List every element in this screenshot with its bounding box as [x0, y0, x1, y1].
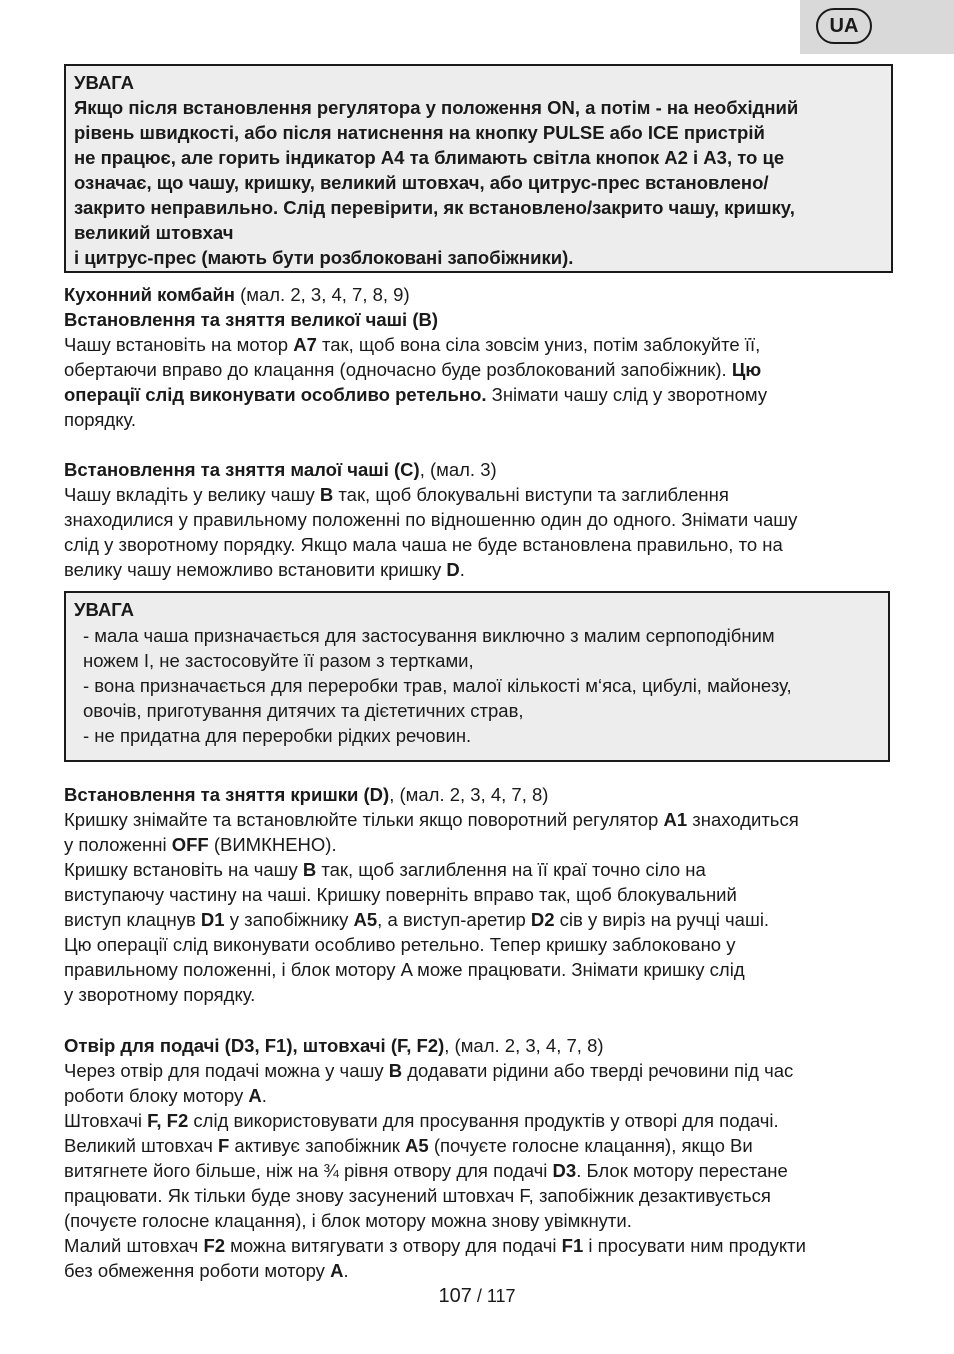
section-title: Кухонний комбайн — [64, 284, 235, 305]
paragraph-line: роботи блоку мотору A. — [64, 1085, 267, 1106]
paragraph-line: (почуєте голосне клацання), і блок мотору можна знову увімкнути. — [64, 1210, 632, 1231]
paragraph-line: операції слід виконувати особливо ретельно. Знімати чашу слід у зворотному — [64, 384, 768, 405]
warning-line: не працює, але горить індикатор A4 та блимають світла кнопок A2 і A3, то це — [74, 147, 785, 168]
warning-line: Якщо після встановлення регулятора у положення ON, а потім - на необхідний — [74, 97, 799, 118]
section-lid — [64, 782, 894, 1007]
page-number — [0, 1284, 954, 1309]
paragraph-line: слід у зворотному порядку. Якщо мала чаша не буде встановлена правильно, то на — [64, 534, 783, 555]
warning-box-2 — [64, 591, 890, 762]
paragraph-line: Чашу вкладіть у велику чашу B так, щоб блокувальні виступи та заглиблення — [64, 484, 729, 505]
section-feed-tube — [64, 1033, 894, 1283]
paragraph-line: знаходилися у правильному положенні по відношенню один до одного. Знімати чашу — [64, 509, 798, 530]
section-small-bowl — [64, 457, 894, 582]
paragraph-line: велику чашу неможливо встановити кришку D. — [64, 559, 465, 580]
paragraph-line: у зворотному порядку. — [64, 984, 256, 1005]
paragraph-line: Кришку встановіть на чашу B так, щоб заглиблення на її краї точно сіло на — [64, 859, 706, 880]
current-page: 107 — [438, 1285, 472, 1307]
figure-refs: (мал. 2, 3, 4, 7, 8, 9) — [234, 284, 410, 305]
section-title: Встановлення та зняття кришки (D) — [64, 784, 390, 805]
paragraph-line: працювати. Як тільки буде знову засунений штовхач F, запобіжник дезактивується — [64, 1185, 771, 1206]
warning-box-1 — [64, 64, 893, 273]
page-separator: / — [471, 1286, 487, 1306]
total-pages: 117 — [486, 1286, 516, 1306]
figure-refs: , (мал. 3) — [419, 459, 497, 480]
paragraph-line: правильному положенні, і блок мотору A може працювати. Знімати кришку слід — [64, 959, 745, 980]
paragraph-line: Через отвір для подачі можна у чашу B додавати рідини або тверді речовини під час — [64, 1060, 794, 1081]
paragraph-line: витягнете його більше, ніж на ¾ рівня отвору для подачі D3. Блок мотору перестане — [64, 1160, 788, 1181]
warning-line: закрито неправильно. Слід перевірити, як встановлено/закрито чашу, кришку, — [74, 197, 795, 218]
paragraph-line: Цю операції слід виконувати особливо ретельно. Тепер кришку заблоковано у — [64, 934, 736, 955]
warning-title: УВАГА — [74, 599, 134, 620]
figure-refs: , (мал. 2, 3, 4, 7, 8) — [389, 784, 549, 805]
warning-line: означає, що чашу, кришку, великий штовхач, або цитрус-прес встановлено/ — [74, 172, 769, 193]
section-heading — [64, 457, 894, 482]
section-title: Встановлення та зняття малої чаші (C) — [64, 459, 420, 480]
figure-refs: , (мал. 2, 3, 4, 7, 8) — [444, 1035, 604, 1056]
paragraph-line: обертаючи вправо до клацання (одночасно буде розблокований запобіжник). Цю — [64, 359, 762, 380]
language-tab — [800, 0, 954, 54]
paragraph-line: виступаючу частину на чаші. Кришку поверніть вправо так, щоб блокувальний — [64, 884, 737, 905]
warning-item: - не придатна для переробки рідких речовин. — [83, 725, 472, 746]
section-heading — [64, 1033, 894, 1058]
section-heading — [64, 782, 894, 807]
warning-line: рівень швидкості, або після натиснення на кнопку PULSE або ICE пристрій — [74, 122, 765, 143]
warning-item: - вона призначається для переробки трав, малої кількості м‘яса, цибулі, майонезу, овочів, приготування дитячих та дієтетичних страв, — [83, 675, 792, 721]
section-heading — [64, 282, 894, 307]
paragraph-line: порядку. — [64, 409, 137, 430]
warning-line: УВАГА — [74, 72, 134, 93]
paragraph-line: Кришку знімайте та встановлюйте тільки якщо поворотний регулятор A1 знаходиться — [64, 809, 799, 830]
warning-item: - мала чаша призначається для застосування виключно з малим серпоподібним ножем I, не застосовуйте її разом з тертками, — [83, 625, 775, 671]
paragraph-line: Великий штовхач F активує запобіжник A5 (почуєте голосне клацання), якщо Ви — [64, 1135, 753, 1156]
subsection-title: Встановлення та зняття великої чаші (B) — [64, 309, 439, 330]
section-title: Отвір для подачі (D3, F1), штовхачі (F, F2) — [64, 1035, 445, 1056]
paragraph-line: без обмеження роботи мотору A. — [64, 1260, 349, 1281]
paragraph-line: Чашу встановіть на мотор A7 так, щоб вона сіла зовсім униз, потім заблокуйте її, — [64, 334, 761, 355]
language-badge: UA — [816, 8, 872, 44]
paragraph-line: виступ клацнув D1 у запобіжнику A5, а виступ-аретир D2 сів у виріз на ручці чаші. — [64, 909, 770, 930]
paragraph-line: у положенні OFF (ВИМКНЕНО). — [64, 834, 337, 855]
warning-line: великий штовхач — [74, 222, 234, 243]
section-food-processor — [64, 282, 894, 432]
warning-line: і цитрус-прес (мають бути розблоковані запобіжники). — [74, 247, 574, 268]
paragraph-line: Штовхачі F, F2 слід використовувати для просування продуктів у отворі для подачі. — [64, 1110, 779, 1131]
paragraph-line: Малий штовхач F2 можна витягувати з отвору для подачі F1 і просувати ним продукти — [64, 1235, 806, 1256]
